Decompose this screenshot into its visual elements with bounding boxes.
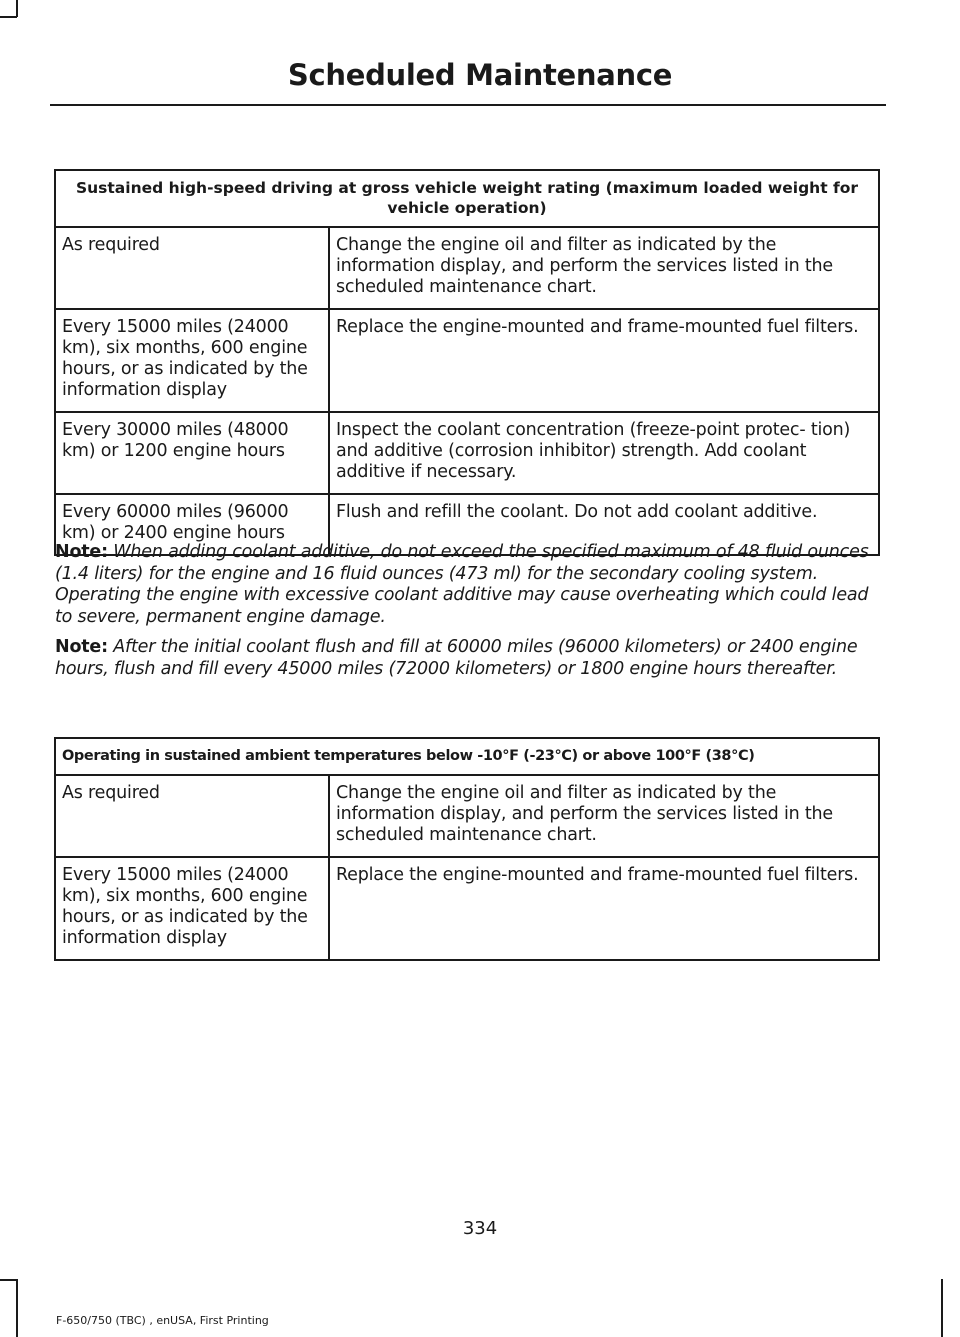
- action-cell: Flush and refill the coolant. Do not add coolant additive.: [329, 494, 879, 555]
- crop-mark: [941, 1279, 943, 1337]
- note-label: Note:: [55, 637, 108, 657]
- interval-cell: Every 15000 miles (24000 km), six months, 600 engine hours, or as indicated by the information display: [55, 309, 329, 412]
- table-heading-row: [55, 170, 879, 227]
- table-heading: Sustained high-speed driving at gross vehicle weight rating (maximum loaded weight for vehicle operation): [55, 170, 879, 227]
- action-cell: Replace the engine-mounted and frame-mounted fuel filters.: [329, 857, 879, 960]
- interval-cell: Every 30000 miles (48000 km) or 1200 engine hours: [55, 412, 329, 494]
- action-cell: Change the engine oil and filter as indicated by the information display, and perform the services listed in the scheduled maintenance chart.: [329, 227, 879, 309]
- table-row: [55, 775, 879, 857]
- interval-cell: As required: [55, 227, 329, 309]
- interval-cell: Every 15000 miles (24000 km), six months, 600 engine hours, or as indicated by the information display: [55, 857, 329, 960]
- table-row: [55, 412, 879, 494]
- crop-mark: [0, 1279, 17, 1281]
- header-divider: [50, 104, 886, 106]
- crop-mark: [16, 0, 18, 17]
- note-text: After the initial coolant flush and fill at 60000 miles (96000 kilometers) or 2400 engine hours, flush and fill every 45000 miles (72000 kilometers) or 1800 engine hours thereafter.: [55, 637, 858, 679]
- note-label: Note:: [55, 542, 108, 562]
- table-row: [55, 227, 879, 309]
- maintenance-table-high-speed: [54, 169, 880, 556]
- edition-label: F-650/750 (TBC) , enUSA, First Printing: [56, 1314, 269, 1327]
- table-heading: Operating in sustained ambient temperatures below -10°F (-23°C) or above 100°F (38°C): [55, 738, 879, 775]
- table-row: [55, 309, 879, 412]
- page-number: 334: [462, 1218, 498, 1239]
- table-row: [55, 857, 879, 960]
- note-coolant-flush: [55, 637, 885, 680]
- table-heading-row: [55, 738, 879, 775]
- action-cell: Inspect the coolant concentration (freeze-point protec- tion) and additive (corrosion inhibitor) strength. Add coolant additive if necessary.: [329, 412, 879, 494]
- interval-cell: As required: [55, 775, 329, 857]
- note-text: When adding coolant additive, do not exceed the specified maximum of 48 fluid ounces (1.4 liters) for the engine and 16 fluid ounces (473 ml) for the secondary cooling system. Operating the engine with excessive coolant additive may cause overheating which could lead to severe, permanent engine damage.: [55, 542, 869, 627]
- page-title: Scheduled Maintenance: [287, 58, 673, 92]
- maintenance-table-ambient-temperature: [54, 737, 880, 961]
- action-cell: Replace the engine-mounted and frame-mounted fuel filters.: [329, 309, 879, 412]
- note-coolant-additive: [55, 542, 885, 628]
- interval-cell: Every 60000 miles (96000 km) or 2400 engine hours: [55, 494, 329, 555]
- crop-mark: [0, 16, 17, 18]
- action-cell: Change the engine oil and filter as indicated by the information display, and perform the services listed in the scheduled maintenance chart.: [329, 775, 879, 857]
- crop-mark: [16, 1279, 18, 1337]
